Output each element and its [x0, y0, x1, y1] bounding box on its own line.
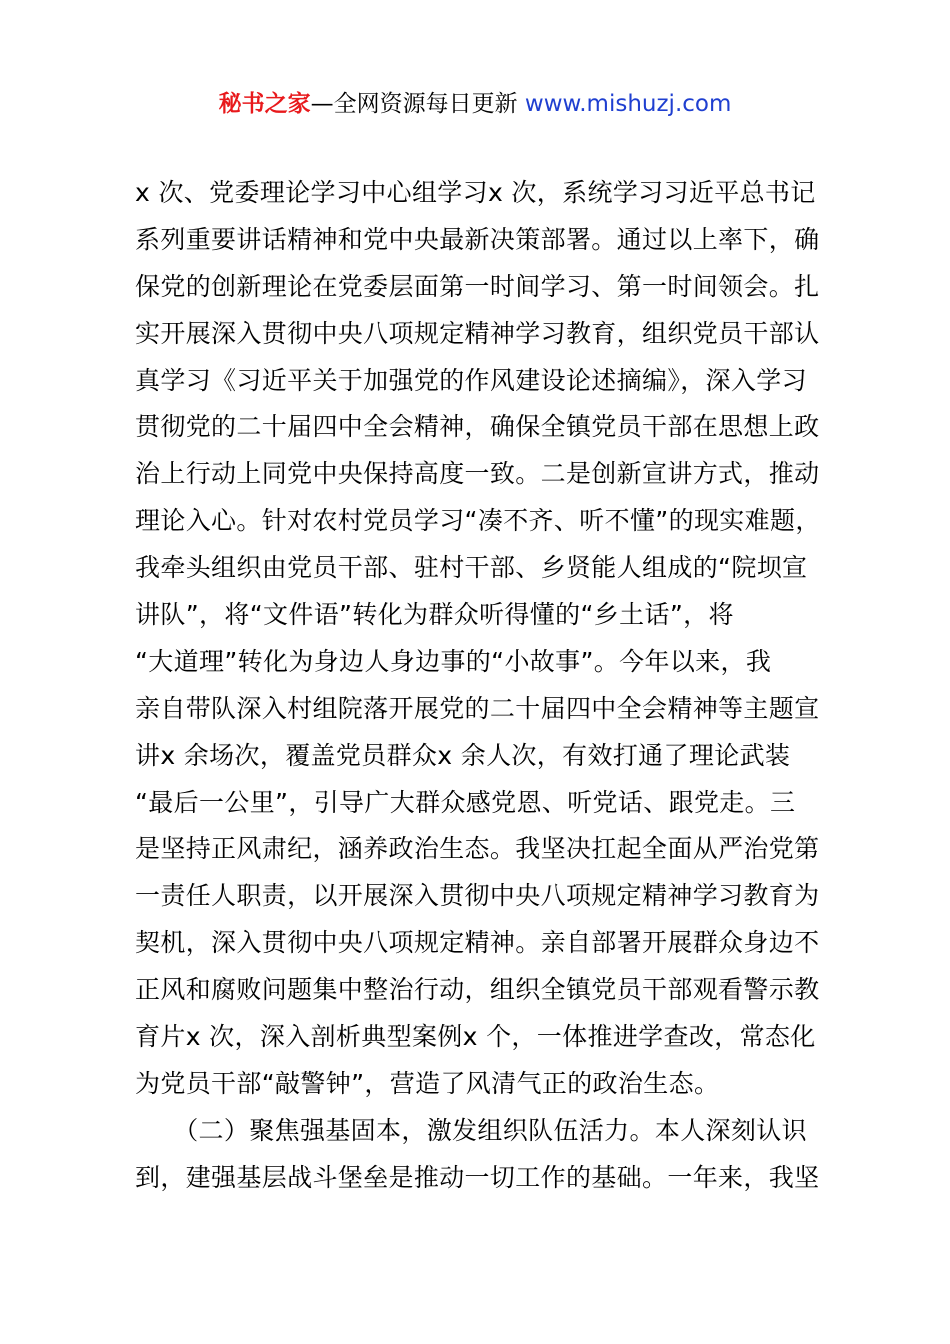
- text-line: 系列重要讲话精神和党中央最新决策部署。通过以上率下，确: [135, 224, 820, 254]
- text-line: 讲队”，将“文件语”转化为群众听得懂的“乡土话”，将: [135, 600, 734, 630]
- text-line: 理论入心。针对农村党员学习“凑不齐、听不懂”的现实难题，: [135, 506, 821, 536]
- text-line: 契机，深入贯彻中央八项规定精神。亲自部署开展群众身边不: [135, 928, 820, 958]
- text-line: 真学习《习近平关于加强党的作风建设论述摘编》，深入学习: [135, 365, 807, 395]
- text-line: 亲自带队深入村组院落开展党的二十届四中全会精神等主题宣: [135, 693, 820, 723]
- text-line: 正风和腐败问题集中整治行动，组织全镇党员干部观看警示教: [135, 975, 820, 1005]
- text-line: 贯彻党的二十届四中全会精神，确保全镇党员干部在思想上政: [135, 412, 820, 442]
- text-line: 育片x 次，深入剖析典型案例x 个，一体推进学查改，常态化: [135, 1022, 816, 1052]
- text-line: 讲x 余场次，覆盖党员群众x 余人次，有效打通了理论武装: [135, 740, 791, 770]
- text-line: x 次、党委理论学习中心组学习x 次，系统学习习近平总书记: [135, 178, 816, 207]
- text-line: （二）聚焦强基固本，激发组织队伍活力。本人深刻认识: [135, 1115, 807, 1145]
- text-line: 实开展深入贯彻中央八项规定精神学习教育，组织党员干部认: [135, 318, 820, 348]
- text-line: 一责任人职责，以开展深入贯彻中央八项规定精神学习教育为: [135, 881, 820, 911]
- text-line: 治上行动上同党中央保持高度一致。二是创新宣讲方式，推动: [135, 459, 820, 489]
- site-url-link[interactable]: www.mishuzj.com: [524, 91, 732, 117]
- text-line: “最后一公里”，引导广大群众感党恩、听党话、跟党走。三: [135, 787, 796, 817]
- site-brand: 秘书之家: [218, 91, 311, 117]
- text-line: 保党的创新理论在党委层面第一时间学习、第一时间领会。扎: [135, 271, 820, 301]
- site-header: [0, 86, 950, 122]
- text-line: 为党员干部“敲警钟”，营造了风清气正的政治生态。: [135, 1068, 720, 1098]
- document-body: [135, 170, 835, 1202]
- text-line: 是坚持正风肃纪，涵养政治生态。我坚决扛起全面从严治党第: [135, 834, 820, 864]
- text-line: 我牵头组织由党员干部、驻村干部、乡贤能人组成的“院坝宣: [135, 553, 808, 583]
- text-line: 到，建强基层战斗堡垒是推动一切工作的基础。一年来，我坚: [135, 1162, 820, 1192]
- text-line: “大道理”转化为身边人身边事的“小故事”。今年以来，我: [135, 646, 772, 676]
- site-slogan: —全网资源每日更新: [310, 91, 525, 117]
